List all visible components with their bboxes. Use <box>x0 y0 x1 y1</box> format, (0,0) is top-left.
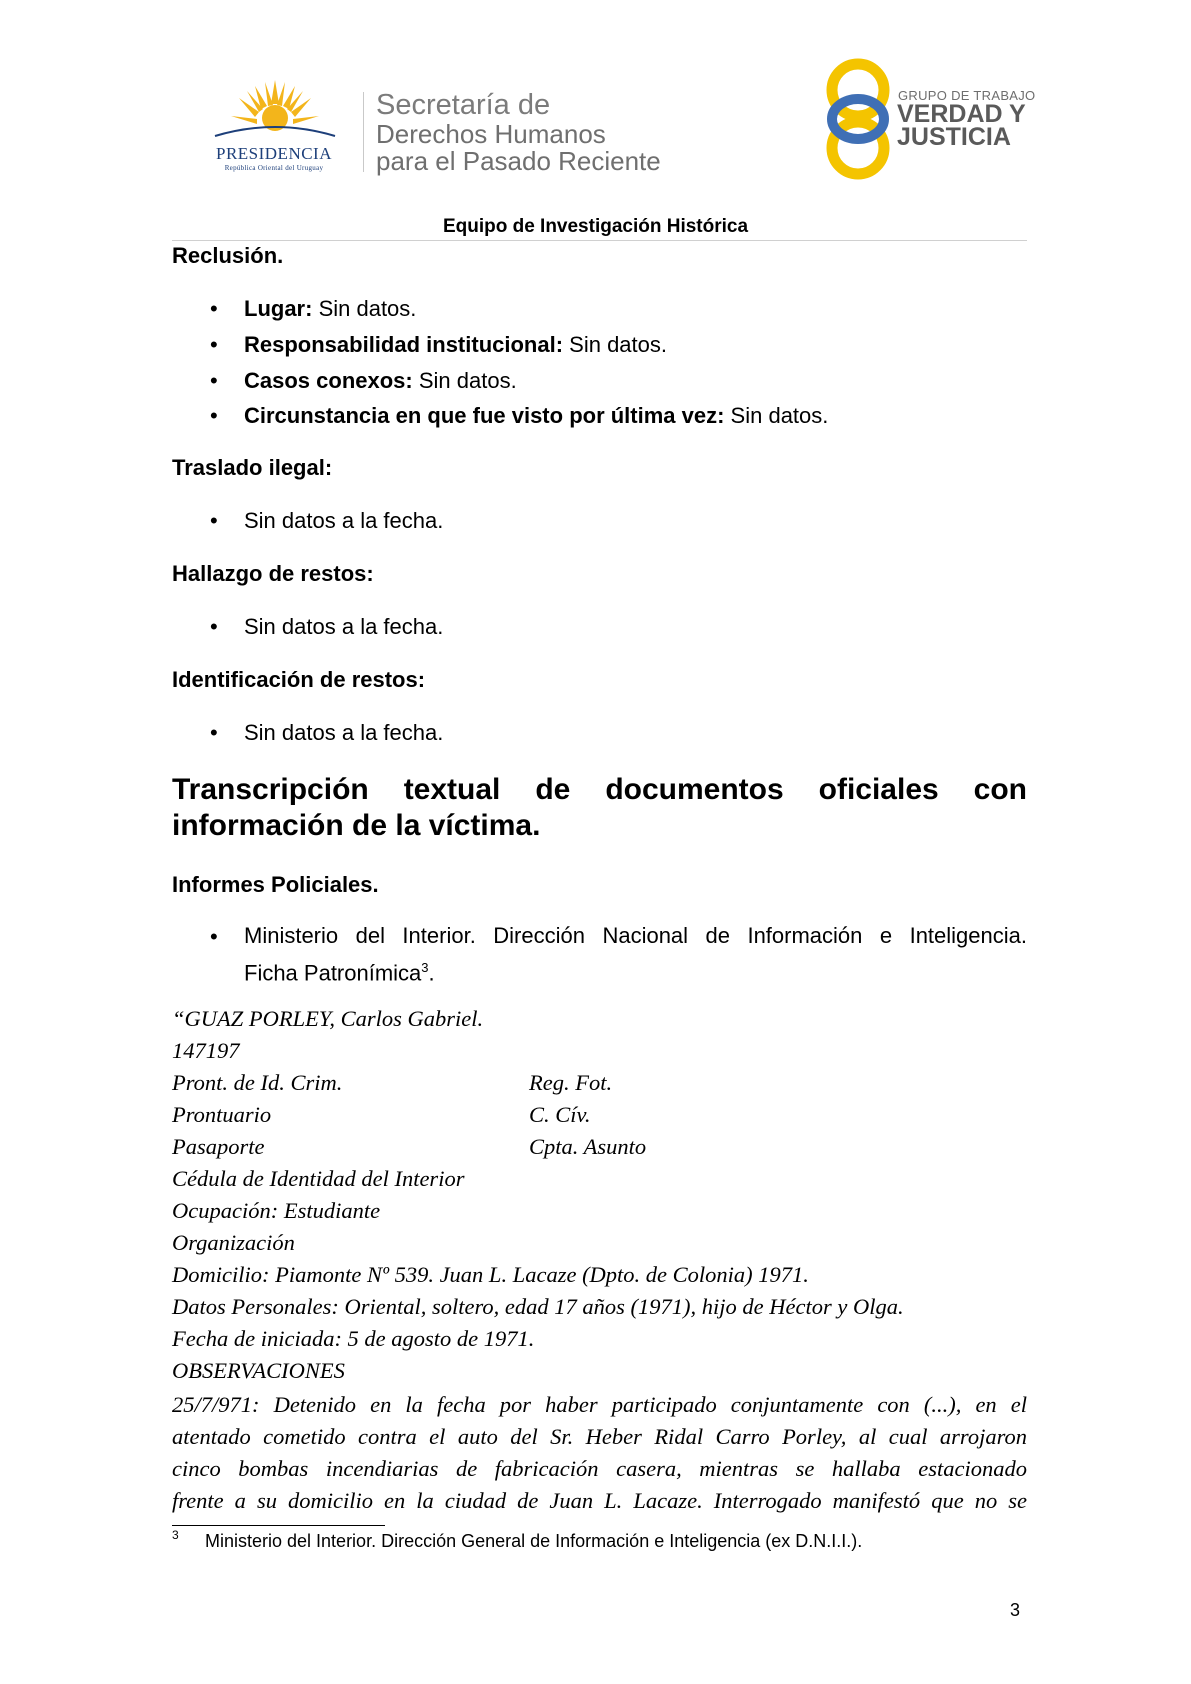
secretaria-line3: para el Pasado Reciente <box>376 146 661 176</box>
informes-item: Ministerio del Interior. Dirección Nacional de Información e Inteligencia. Ficha Patronímica$^3$. <box>244 923 1027 986</box>
ficha-left-field: Prontuario <box>172 1102 272 1127</box>
header-divider <box>363 92 364 172</box>
bullet: • <box>210 924 218 949</box>
ficha-line: Domicilio: Piamonte Nº 539. Juan L. Lacaze (Dpto. de Colonia) 1971. <box>172 1262 809 1287</box>
ficha-right-field: C. Cív. <box>529 1102 591 1127</box>
obs-line: atentado cometido contra el auto del Sr. Heber Ridal Carro Porley, al cual arrojaron <box>172 1424 1027 1449</box>
bullet: • <box>210 508 218 533</box>
vj-title-line1: VERDAD Y <box>897 100 1026 128</box>
bullet: • <box>210 296 218 321</box>
hallazgo-item: Sin datos a la fecha. <box>244 614 444 639</box>
reclusion-item-circunstancia: Circunstancia en que fue visto por última vez: Sin datos. <box>244 403 829 428</box>
bullet: • <box>210 332 218 357</box>
ficha-name: “GUAZ PORLEY, Carlos Gabriel. <box>172 1006 484 1031</box>
identificacion-heading: Identificación de restos: <box>172 667 426 692</box>
bullet: • <box>210 720 218 745</box>
ficha-line: Ocupación: Estudiante <box>172 1198 381 1223</box>
reclusion-heading: Reclusión. <box>172 243 284 268</box>
ficha-observaciones <box>172 1389 1027 1517</box>
footnote-text: Ministerio del Interior. Dirección General de Información e Inteligencia (ex D.N.I.I.). <box>205 1531 863 1551</box>
bullet: • <box>210 368 218 393</box>
vj-title-line2: JUSTICIA <box>897 123 1011 151</box>
ficha-left-field: Pront. de Id. Crim. <box>172 1070 343 1095</box>
obs-line: cinco bombas incendiarias de fabricación casera, mientras se hallaba estacionado <box>172 1456 1027 1481</box>
traslado-heading: Traslado ilegal: <box>172 455 333 480</box>
presidencia-label: PRESIDENCIA <box>215 144 332 163</box>
ficha-line: Fecha de iniciada: 5 de agosto de 1971. <box>172 1326 535 1351</box>
page-number: 3 <box>1010 1600 1021 1620</box>
reclusion-item-responsabilidad: Responsabilidad institucional: Sin datos. <box>244 332 667 357</box>
identificacion-item: Sin datos a la fecha. <box>244 720 444 745</box>
obs-line: frente a su domicilio en la ciudad de Juan L. Lacaze. Interrogado manifestó que no se <box>172 1488 1027 1513</box>
ficha-line: Organización <box>172 1230 295 1255</box>
vj-group-label: GRUPO DE TRABAJO <box>898 88 1036 103</box>
traslado-item: Sin datos a la fecha. <box>244 508 444 533</box>
presidencia-subtitle: República Oriental del Uruguay <box>224 164 324 172</box>
header-rule <box>172 240 1027 241</box>
obs-line: 25/7/971: Detenido en la fecha por haber participado conjuntamente con (...), en el <box>172 1392 1027 1417</box>
informes-heading: Informes Policiales. <box>172 872 379 897</box>
footnote-ref[interactable]: 3 <box>421 960 429 975</box>
team-heading: Equipo de Investigación Histórica <box>442 216 749 237</box>
ficha-left-field: Pasaporte <box>172 1134 265 1159</box>
hallazgo-heading: Hallazgo de restos: <box>172 561 374 586</box>
bullet: • <box>210 614 218 639</box>
ficha-number: 147197 <box>172 1038 240 1063</box>
bullet: • <box>210 403 218 428</box>
ficha-line: Datos Personales: Oriental, soltero, edad 17 años (1971), hijo de Héctor y Olga. <box>172 1294 904 1319</box>
ficha-line: Cédula de Identidad del Interior <box>172 1166 465 1191</box>
ficha-line: OBSERVACIONES <box>172 1358 345 1383</box>
ficha-right-field: Cpta. Asunto <box>529 1134 647 1159</box>
ficha-right-field: Reg. Fot. <box>529 1070 613 1095</box>
reclusion-item-lugar: Lugar: Sin datos. <box>244 296 417 321</box>
secretaria-line1: Secretaría de <box>376 89 551 121</box>
transcripcion-heading: Transcripción textual de documentos oficiales con información de la víctima. <box>172 773 1027 842</box>
reclusion-item-casos: Casos conexos: Sin datos. <box>244 368 517 393</box>
footnote-number: 3 <box>172 1528 179 1542</box>
footnote-rule <box>172 1525 385 1526</box>
secretaria-line2: Derechos Humanos <box>376 119 606 149</box>
